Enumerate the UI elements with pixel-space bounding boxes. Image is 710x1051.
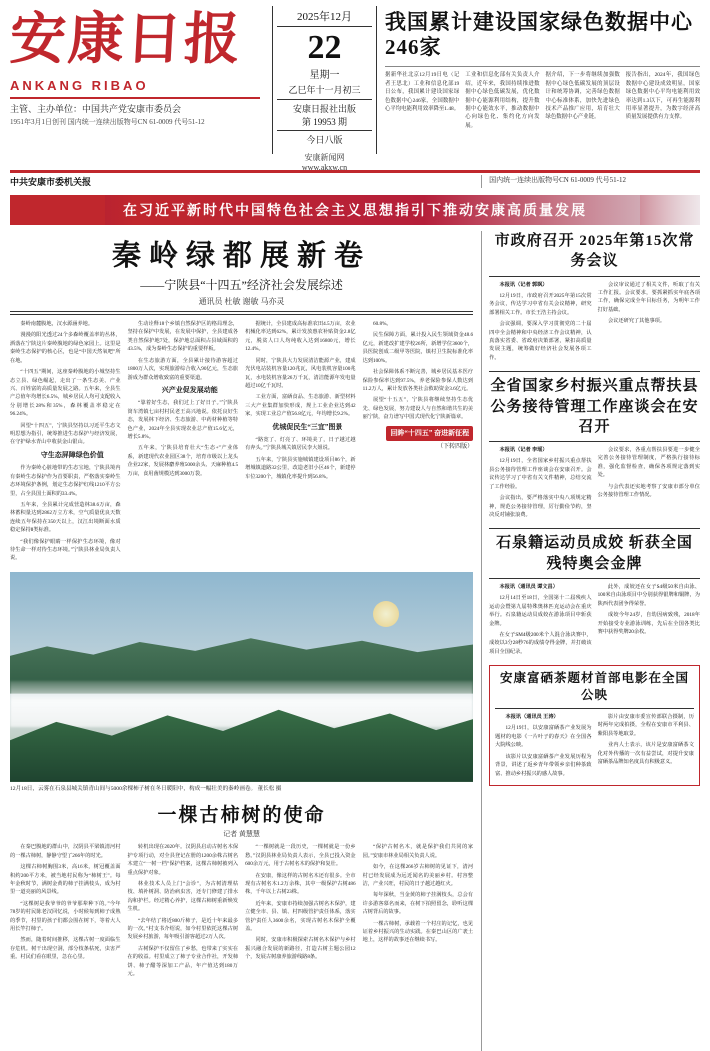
continuation-note: （下转四版） (437, 443, 474, 450)
dateline (495, 713, 591, 721)
mid-col-2 (128, 843, 239, 981)
paragraph: 工业方面，富硒食品、生态旅游、新型材料三大产业集群加快形成，规上工业企业达到42家，实现工业总产值56.8亿元，年均增长9.2%。 (245, 394, 356, 418)
paragraph: 会议要求，各重点帮扶县要进一步健全完善公务接待管理制度，严格执行接待标准，强化监督检查，确保各项规定落到实处。 (597, 447, 700, 479)
divider (495, 708, 694, 709)
top-news-col-2: 工业和信息化部有关负责人介绍，近年来，我国持续推进数据中心绿色低碳发展，优化数据中心能源利用结构，提升数据中心能效水平，推动数据中心向绿色化、集约化方向发展。 (465, 72, 540, 129)
date-publisher: 安康日报社出版 (277, 99, 372, 115)
paragraph: 一棵古柿树，承载着一个村庄的记忆，也见证着乡村振兴的生动实践。在秦巴山区的广袤土地上，这样的故事还在继续书写。 (362, 920, 474, 944)
left-section (10, 231, 481, 1051)
dateline-text: 本报讯（记者 李瑶） (499, 447, 548, 454)
slogan-banner (10, 195, 700, 225)
paragraph: 民生保障方面，累计投入民生领域资金48.6亿元，新建改扩建学校26所，新增学位3600个，县医院创成二级甲等医院，镇村卫生院标准化率达到100%。 (362, 332, 474, 364)
lead-col-4 (363, 320, 474, 566)
paragraph: 业内人士表示，该片是安康富硒茶文化对外传播的一次有益尝试，对提升安康富硒茶品牌知名度具有积极意义。 (597, 742, 694, 766)
org-license: 国内统一连续出版物号CN 61-0009 代号51-12 (481, 175, 700, 188)
date-box (272, 6, 377, 173)
date-page-count: 今日八版 (277, 130, 372, 146)
dateline-text: 本报讯（通讯员 谭文昌） (499, 583, 558, 590)
boxed-article-headline[interactable]: 安康富硒茶题材首部电影在全国公映 (500, 671, 690, 703)
paragraph: 回望“十四五”，宁陕县坚持以习近平生态文明思想为指引，统筹推进生态保护与经济发展，在守护绿水青山中收获金山银山。 (10, 422, 121, 446)
landscape-photo (10, 572, 473, 782)
paragraph: 12月19日，市政府召开2025年第15次常务会议，传达学习中省有关会议精神，研究部署相关工作。市长王浩主持会议。 (489, 292, 592, 316)
paragraph: “这棵树是我爷爷的爷爷那辈种下的。”今年78岁的村民陈老汉回忆说，小时候每到柿子成熟的季节，村里的孩子们都会围在树下，等着大人用长竿打柿子。 (10, 900, 121, 933)
newspaper-pinyin: ANKANG RIBAO (10, 78, 149, 93)
right-2-col-1 (489, 446, 591, 522)
mid-col-1 (10, 843, 121, 981)
paragraph: 在秦巴腹地的群山中，汉阴县平梁镇清河村的一棵古柿树，静静守望了266年的时光。 (10, 844, 121, 859)
campaign-tag-wrap (363, 426, 474, 441)
masthead-logo (10, 6, 272, 127)
org-name: 中共安康市委机关报 (10, 177, 92, 187)
mid-col-3 (245, 843, 356, 981)
paragraph: 在生态旅游方面，全县累计接待游客超过1800万人次，实现旅游综合收入90亿元，生态旅游成为群众增收致富的重要渠道。 (127, 357, 239, 381)
section-subhead: 优城促民生“三宜”图景 (272, 422, 343, 431)
right-article-2 (489, 371, 700, 522)
dateline (489, 446, 591, 454)
right-article-1 (489, 231, 700, 365)
paragraph: 近年来，安康市持续加强古树名木保护，建立健全市、县、镇、村四级管护责任体系，落实管护责任人3600余名，实现古树名木保护全覆盖。 (245, 900, 356, 933)
date-issue-number: 第 19953 期 (301, 117, 347, 128)
paragraph: 漫漫的阳光透过24个多森岭覆盖率的丛林，洒落在宁陕这片秦岭腹地的绿色家园上。这里是秦岭生态保护的核心区，也是“中国天然氧吧”所在地。 (10, 332, 121, 364)
website-url[interactable]: www.akxw.cn (301, 163, 348, 173)
paragraph: “靠着好生态，我们过上了好日子。”宁陕县筒车湾镇七亩村村民老王高兴地说。依托良好生态，发展林下经济、生态旅游、中药材种植等特色产业，2024年全县实现农业总产值15.6亿元，增长5.8%。 (127, 400, 239, 440)
section-subhead: 守生态屏障绿色价值 (40, 450, 104, 459)
page-body (10, 231, 700, 1051)
divider (489, 276, 700, 277)
paragraph: 每年深秋，当金黄的柿子挂满枝头，总会有许多游客慕名而来，在树下拍照留念，聆听这棵古树背后的故事。 (362, 892, 474, 916)
divider (489, 528, 700, 529)
paragraph: “十四五”期间，这座秦岭腹地的小城坚持生态立县、绿色崛起，走出了一条生态美、产业兴、百姓富的高质量发展之路。五年来，全县生产总值年均增长6.5%，城乡居民人均可支配收入分别增长28%和35%，森林覆盖率稳定在96.24%。 (10, 369, 121, 418)
mid-article-headline[interactable]: 一棵古柿树的使命 (157, 805, 326, 827)
top-news-headline[interactable]: 我国累计建设国家绿色数据中心246家 (385, 10, 693, 60)
mid-col-4 (363, 843, 474, 981)
right-article-3-columns (489, 583, 700, 659)
lead-byline: 通讯员 杜敏 谢敏 马亦灵 (198, 297, 285, 306)
paragraph: 然而，随着时间推移，这棵古树一度面临生存危机。树干出现空洞，部分枝条枯死，虫害严重。村民们看在眼里，急在心里。 (10, 937, 121, 961)
divider (489, 371, 700, 372)
photo-caption: 12月18日，云雾在石泉县城关镇青山间与5000余棵柿子树在冬日暖阳中，构成一幅壮美的秦岭画卷。 董长松 摄 (10, 785, 282, 792)
lead-col-1 (10, 320, 121, 566)
right-article-2-columns (489, 446, 700, 522)
paragraph: 60.8%。 (372, 321, 392, 327)
lead-col-2 (128, 320, 239, 566)
date-lunar: 乙巳年十一月初三 (288, 85, 361, 96)
top-news-col-4: 报告指出，2024年，我国绿色数据中心建设成效明显，国家绿色数据中心平均电能利用效率达到1.3以下，可再生能源利用率显著提升，为数字经济高质量发展提供有力支撑。 (625, 72, 700, 121)
paragraph: 古树保护不仅留住了乡愁，也带来了实实在在的收益。村里成立了柿子专业合作社，开发柿饼、柿子醋等深加工产品，年产值达到180万元。 (127, 945, 239, 978)
top-news (377, 6, 700, 130)
lead-divider (10, 311, 473, 315)
lead-columns (10, 320, 473, 566)
paragraph: 在安康，像这样的古树名木还有很多。全市现有古树名木1.2万余株，其中一级保护古树486株，千年以上古树23株。 (245, 872, 356, 896)
right-3-col-2 (598, 583, 700, 659)
right-article-1-headline[interactable]: 市政府召开 2025年第15次常务会议 (494, 233, 695, 270)
paragraph: 在女子SM4级200米个人混合泳决赛中，成姣以3分28秒76的成绩夺得金牌，并打破该项目全国纪录。 (489, 632, 592, 655)
lead-col-3 (245, 320, 356, 566)
masthead-sponsor: 主管、主办单位：中国共产党安康市委员会 (10, 104, 182, 114)
photo-block (10, 572, 473, 793)
lead-subheadline: ——宁陕县“十四五”经济社会发展综述 (140, 278, 343, 292)
paragraph: 会议指出，要严格落实中央八项规定精神，规范公务接待管理，厉行勤俭节约，坚决反对铺张浪费。 (489, 495, 592, 518)
boxed-col-2 (598, 713, 694, 781)
paragraph: 如今，在这棵266岁古柿树的见证下，清河村已经发展成为远近闻名的美丽乡村。村容整洁，产业兴旺，村民的日子越过越红火。 (362, 864, 474, 887)
dateline (489, 583, 591, 591)
top-news-col-1: 据新华社北京12月19日电（记者王思北）工业和信息化部19日公布，我国累计建设国家绿色数据中心246家，全国数据中心平均电能利用效率降至1.48。 (385, 72, 460, 112)
paragraph: 影片由安康市委宣传部联合摄制，历时两年完成拍摄，全程在安康市平利县、紫阳县等地取景。 (597, 714, 694, 737)
paragraph: “我们像保护眼睛一样保护生态环境，像对待生命一样对待生态环境。”宁陕县林业局负责人说。 (10, 538, 121, 562)
paragraph: 社会保障体系不断完善，城乡居民基本医疗保险参保率达到97.5%，养老保险参保人数达到11.2万人，累计发放各类社会救助资金3.6亿元。 (362, 369, 474, 392)
paragraph: 林业技术人员上门“会诊”，为古树清理枯枝、填补树洞、防治病虫害，还专门修建了排水沟和护栏。经过精心养护，这棵古柿树重新焕发生机。 (127, 880, 239, 913)
masthead (8, 6, 700, 173)
paragraph: 12月19日，全省国家乡村振兴重点帮扶县公务接待管理工作座谈会在安康召开。会议传达学习了中省有关文件精神，总结交流了工作经验。 (489, 458, 592, 490)
divider (489, 441, 700, 442)
date-day: 22 (307, 29, 342, 66)
right-article-2-headline[interactable]: 全省国家乡村振兴重点帮扶县 公务接待管理工作座谈会在安召开 (490, 378, 699, 435)
right-article-3 (489, 528, 700, 659)
divider (489, 578, 700, 579)
right-1-col-2 (598, 281, 700, 366)
campaign-tag[interactable]: 回眸“十四五” 奋进新征程 (386, 426, 473, 441)
paragraph: 12月19日，以安康富硒茶产业发展为题材的电影《一片叶子的春天》在全国各大院线公映。 (495, 725, 592, 749)
boxed-col-1 (495, 713, 591, 781)
mid-article-byline: 记者 黄慧慧 (223, 830, 260, 839)
paragraph: 展望“十五五”，宁陕县将继续坚持生态优先、绿色发展，努力建设人与自然和谐共生的美丽宁陕，奋力谱写中国式现代化宁陕新篇章。 (362, 397, 474, 421)
paragraph: 同时，宁陕县大力发展清洁能源产业，建成光伏电站装机容量120兆瓦，风电装机容量100兆瓦，水电装机容量26万千瓦，清洁能源年发电量超过10亿千瓦时。 (245, 357, 356, 389)
dateline-text: 本报讯（记者 郭飒） (499, 281, 548, 288)
paragraph: 据统计，全县建成高标准农田4.5万亩，农业机械化率达到62%，累计发放惠农补贴资金2.8亿元，脱贫人口人均纯收入达到16800元，增长12.4%。 (245, 321, 356, 353)
lead-headline[interactable]: 秦岭绿都展新卷 (112, 240, 372, 272)
newspaper-title: 安康日报 (8, 9, 244, 71)
paragraph: “保护古树名木，就是保护我们共同的家园。”安康市林业局相关负责人说。 (362, 844, 474, 859)
paragraph: 同时，安康市积极探索古树名木保护与乡村振兴融合发展的新路径，打造古树主题公园12个，发展古树康养旅游线路8条。 (245, 937, 356, 961)
paragraph: 会议审议通过了相关文件，听取了有关工作汇报。会议要求，要抓紧抓实年底各项工作，确保完成全年目标任务，为明年工作打好基础。 (597, 281, 700, 313)
paragraph: 会议强调，要深入学习贯彻党的二十届四中全会精神和中央经济工作会议精神，认真落实省委、省政府决策部署，紧扣高质量发展主题，统筹做好经济社会发展各项工作。 (489, 321, 592, 361)
paragraph: “一棵树就是一段历史，一棵树就是一份乡愁。”汉阴县林业局负责人表示，全县已投入资金600余万元，用于古树名木的保护和复壮。 (245, 844, 356, 868)
paragraph: 此外，成姣还在女子S4级50米自由泳、100米自由泳项目中分别获得银牌和铜牌，为陕西代表团争得荣誉。 (597, 583, 700, 607)
slogan-text: 在习近平新时代中国特色社会主义思想指引下推动安康高质量发展 (123, 204, 587, 219)
right-section (481, 231, 700, 1051)
mid-article-columns (10, 843, 473, 981)
top-news-body (385, 66, 700, 130)
paragraph: 五年来，全县累计完成营造林38.6万亩，森林蓄积量达到2862万立方米，空气质量优良天数连续五年保持在350天以上，汉江出境断面水质稳定保持Ⅱ类标准。 (10, 501, 121, 534)
paragraph: 五年来，宁陕县培育壮大“生态+”产业体系，新建现代农业园区38个，培育市级以上龙头企业22家，发展林麝养殖5000余头、天麻种植4.5万亩，食用菌规模达到3000万袋。 (127, 445, 239, 477)
boxed-article (489, 665, 700, 786)
paragraph: 转机出现在2020年。汉阴县启动古树名木保护专项行动，对全县登记在册的1200余株古树名木建立“一树一档”保护档案，这棵古柿树被列入重点保护对象。 (127, 844, 239, 876)
masthead-divider (10, 97, 260, 99)
paragraph: 成姣今年24岁，自幼因病致残，2018年开始接受专业游泳训练，先后在全国各类比赛中获得奖牌20余枚。 (597, 612, 700, 636)
paragraph: 五年来，宁陕县实施城镇建设项目86个，新增城镇道路32公里，改造老旧小区46个，新建停车位3200个，城镇化率提升到56.8%。 (245, 456, 356, 480)
date-weekday: 星期一 (309, 70, 340, 82)
dateline-text: 本报讯（通讯员 王涛） (505, 714, 559, 721)
media-name: 安康新闻网 (304, 153, 345, 163)
paragraph: 与会代表还实地考察了安康市部分单位公务接待管理工作情况。 (597, 483, 700, 499)
right-1-col-1 (489, 281, 591, 366)
paragraph: 秦岭南麓腹地，汉水源涵养地。 (20, 321, 94, 327)
date-year-month: 2025年12月 (277, 8, 372, 27)
org-line (10, 173, 700, 190)
right-2-col-2 (598, 446, 700, 522)
paragraph: “去年结了将近800斤柿子，是近十年来最多的一次。”村支书介绍说，如今村里依托这棵古树发展乡村旅游，每年吸引游客超过2万人次。 (127, 917, 239, 941)
boxed-article-columns (495, 713, 694, 781)
paragraph: 会议还研究了其他事项。 (607, 318, 666, 325)
paragraph: 作为秦岭心脏地带的生态宝地，宁陕县境内有秦岭生态保护作为首要职责，严格落实秦岭生态环境保护条例，划定生态保护红线1210平方公里，占全县国土面积的33.4%。 (10, 465, 121, 497)
paragraph: 这棵古柿树胸围3米，高16米，树冠覆盖面积约200平方米，被当地村民称为“柿树王”。每年金秋时节，满树金黄的柿子挂满枝头，成为村里一道亮丽的风景线。 (10, 864, 121, 896)
paragraph: “路宽了、灯亮了、环境美了，日子越过越有奔头。”宁陕县城关镇居民李大姐说。 (245, 436, 356, 452)
right-3-col-1 (489, 583, 591, 659)
paragraph: 生动诠释18个乡镇自然保护区的格局理念，坚持在保护中发展，在发展中保护，全县建成各类自然保护地7处，保护地总面积占县域面积的43.5%，成为秦岭生态保护的重要样板。 (127, 321, 239, 353)
top-news-col-3: 据介绍，下一步将继续加强数据中心绿色低碳发展的顶层设计和统筹协调，完善绿色数据中心标准体系，加快先进绿色技术产品推广应用，培育壮大绿色数据中心产业链。 (545, 72, 620, 121)
section-subhead: 兴产业促发展动能 (161, 385, 218, 394)
paragraph: 该影片以安康富硒茶产业发展历程为背景，讲述了返乡青年带领乡亲们种茶致富、推动乡村振兴的感人故事。 (495, 753, 592, 777)
masthead-license: 1951年3月1日创刊 国内统一连续出版物号CN 61-0009 代号51-12 (10, 118, 205, 126)
dateline (489, 281, 591, 289)
right-article-1-columns (489, 281, 700, 366)
paragraph: 12月14日至18日，全国第十二届残疾人运动会暨第九届特殊奥林匹克运动会在重庆举行。石泉籍运动员成姣在游泳项目中斩获金牌。 (489, 595, 592, 627)
right-article-3-headline[interactable]: 石泉籍运动员成姣 斩获全国残特奥会金牌 (496, 535, 693, 572)
